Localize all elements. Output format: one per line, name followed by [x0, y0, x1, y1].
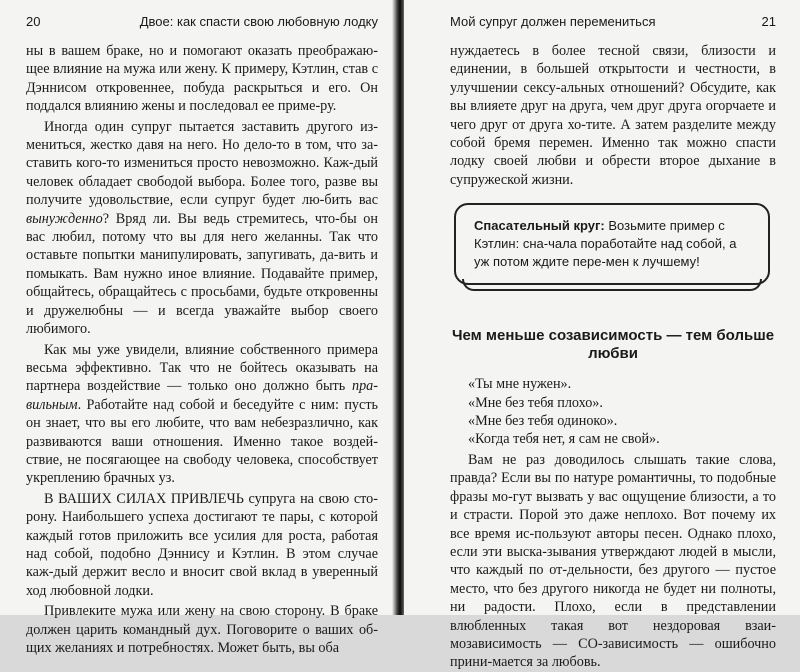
- paragraph: Привлеките мужа или жену на свою сторону. В браке должен царить командный дух. Поговорите о ваших об-щих желаниях и потребностях. Может быть, вы оба: [26, 603, 378, 656]
- right-page-number: 21: [761, 14, 776, 29]
- quote-line: «Мне без тебя одиноко».: [468, 413, 618, 430]
- paragraph: ны в вашем браке, но и помогают оказать преображаю-щее влияние на мужа или жену. К примеру, Кэтлин, став с Дэннисом откровеннее, побуда раскрыться и его. Он поддался влиянию жены и последовал ее приме-ру.: [26, 43, 378, 115]
- left-running-head-title: Двое: как спасти свою любовную лодку: [139, 14, 378, 29]
- right-page-text: [450, 42, 776, 189]
- left-running-head: [26, 14, 378, 36]
- quote-line: «Ты мне нужен».: [468, 376, 572, 393]
- right-running-head: [450, 14, 776, 36]
- emphasis: вынужденно: [26, 210, 103, 227]
- emphasis: пра-вильным: [26, 378, 378, 413]
- section-title: Чем меньше созависимость — тем больше любви: [451, 327, 775, 363]
- quote-line: «Когда тебя нет, я сам не свой».: [468, 431, 660, 448]
- left-page: [0, 0, 396, 656]
- right-running-head-title: Мой супруг должен перемениться: [450, 14, 656, 29]
- tip-text: Спасательный круг: Возьмите пример с Кэтлин: сна-чала поработайте над собой, а уж потом ждите пере-мен к лучшему!: [474, 218, 737, 270]
- quote-line: «Мне без тебя плохо».: [468, 394, 603, 411]
- paragraph: Вам не раз доводилось слышать такие слова, правда? Если вы по натуре романтичны, то подобные фразы мо-гут вызвать у вас ощущение близости, а то и страсти. Порой это даже неплохо. Вот почему их все время ис-пользуют авторы песен. Однако плохо, если эти выска-зывания утверждают людей в мысли, что каждый по от-дельности, без другого — пустое место, что без другого никогда не будет ни полноты, ни радости. Плохо, если в представлении влюбленных такая вот нездоровая взаи-мозависимость — СО-зависимость — ошибочно прини-мается за любовь.: [450, 451, 776, 671]
- right-page: [404, 0, 800, 671]
- left-page-text: [26, 42, 378, 657]
- lifebuoy-tip-box: [454, 203, 770, 285]
- left-page-number: 20: [26, 14, 41, 29]
- right-page-section-text: [450, 375, 776, 672]
- paragraph: Иногда один супруг пытается заставить другого из-мениться, жестко давя на него. Но дело-то в том, что за-ставить кого-то измениться просто невозможно. Каж-дый человек обладает свободой выбора. Более того, разве вы получите удовольствие, если супруг будет лю-бить вас вынужденно? Вряд ли. Вы ведь стремитесь, что-бы он вас любил, потому что вы для него желанны. Так что оставьте попытки манипулировать, запугивать, да-вить и помыкать. Вам нужно иное влияние. Подавайте пример, общайтесь, обращайтесь с просьбами, будьте откровенны и дружелюбны — и всегда уважайте выбор своего любимого.: [26, 118, 378, 338]
- paragraph: В ВАШИХ СИЛАХ ПРИВЛЕЧЬ супруга на свою сто-рону. Наибольшего успеха достигают те пары, с которой каждый готов приложить все усилия для роста, работая над собой, подобно Дэннису и Кэтлин. В этом случае каж-дый держит весло и вносит свой вклад в уверенный ход любовной лодки.: [26, 490, 378, 599]
- paragraph: нуждаетесь в более тесной связи, близости и единении, в большей открытости и честности, в улучшении сексу-альных отношений? Обсудите, как вы влияете друг на друга, чем друг друга огорчаете и чего друг от друга хо-тите. А затем разделите между собой бремя перемен. Именно так можно спасти лодку своей любви и обрести второе дыхание в супружеской жизни.: [450, 43, 776, 188]
- paragraph: Как мы уже увидели, влияние собственного примера весьма эффективно. Так что не бойтесь оказывать на партнера воздействие — только оно должно быть пра-вильным. Работайте над собой и беседуйте с ним: пусть он знает, что вы его любите, что вам небезразлично, как развиваются ваши отношения. Именно такое воздей-ствие, не посягающее на свободу человека, способствует укреплению брачных уз.: [26, 341, 378, 487]
- tip-label: Спасательный круг:: [474, 218, 605, 234]
